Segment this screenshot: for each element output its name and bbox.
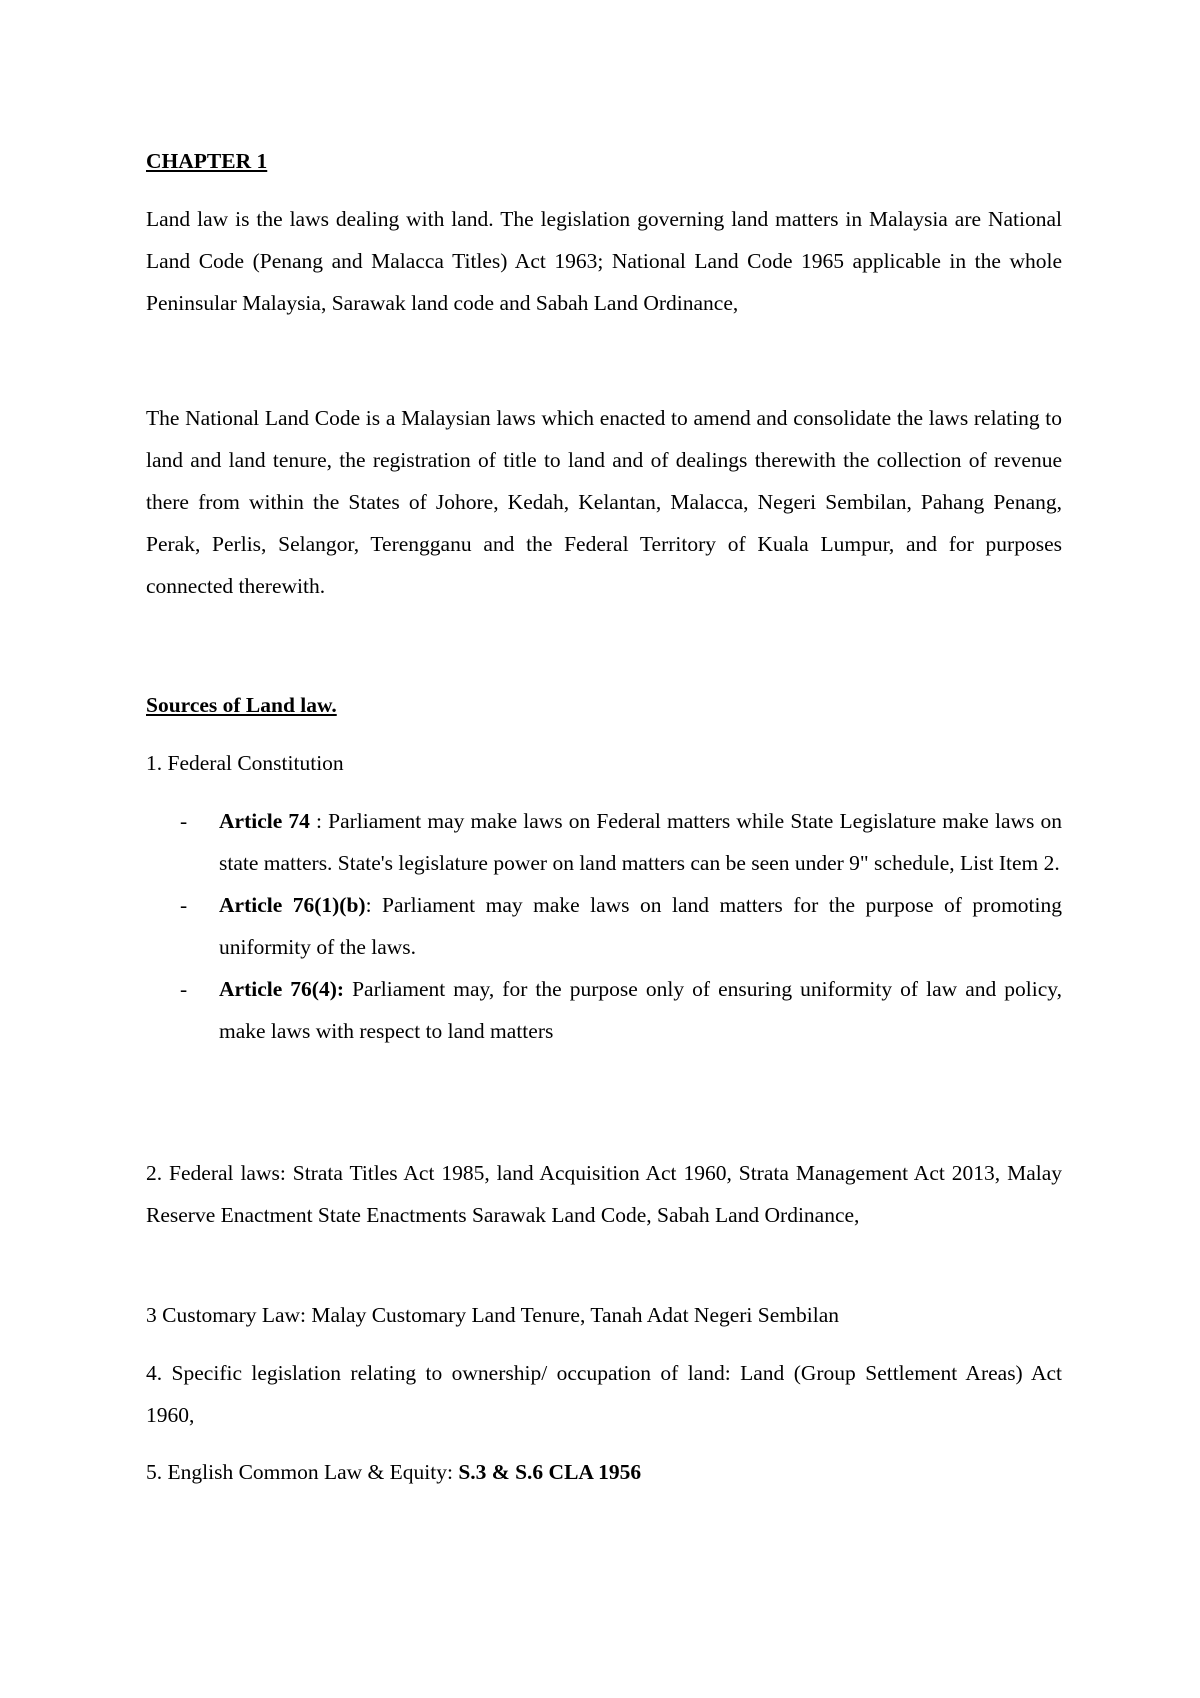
article-text: Parliament may, for the purpose only of ensuring uniformity of law and policy, make laws with respect to land matters: [219, 977, 1063, 1043]
article-item: [146, 800, 1062, 884]
article-ref: Article 74: [219, 809, 310, 833]
bullet-dash: -: [180, 893, 188, 917]
article-item: [146, 968, 1062, 1052]
sources-heading: Sources of Land law.: [146, 693, 337, 717]
english-law-paragraph: [146, 1451, 1062, 1493]
article-ref: Article 76(1)(b): [219, 893, 366, 917]
intro-paragraph: Land law is the laws dealing with land. The legislation governing land matters in Malaysia are National Land Code (Penang and Malacca Titles) Act 1963; National Land Code 1965 applicable in the whole Peninsular Malaysia, Sarawak land code and Sabah Land Ordinance,: [146, 207, 1062, 315]
article-text: : Parliament may make laws on Federal matters while State Legislature make laws on state matters. State's legislature power on land matters can be seen under 9" schedule, List Item 2.: [219, 809, 1063, 875]
specific-legislation-paragraph: 4. Specific legislation relating to ownership/ occupation of land: Land (Group Settlement Areas) Act 1960,: [146, 1361, 1062, 1427]
english-law-prefix: 5. English Common Law & Equity:: [146, 1460, 459, 1484]
nlc-paragraph: The National Land Code is a Malaysian laws which enacted to amend and consolidate the laws relating to land and land tenure, the registration of title to land and of dealings therewith the collection of revenue there from within the States of Johore, Kedah, Kelantan, Malacca, Negeri Sembilan, Pahang Penang, Perak, Perlis, Selangor, Terengganu and the Federal Territory of Kuala Lumpur, and for purposes connected therewith.: [146, 406, 1062, 598]
article-item: [146, 884, 1062, 968]
federal-laws-paragraph: 2. Federal laws: Strata Titles Act 1985, land Acquisition Act 1960, Strata Management Act 2013, Malay Reserve Enactment State Enactments Sarawak Land Code, Sabah Land Ordinance,: [146, 1161, 1062, 1227]
article-text: : Parliament may make laws on land matters for the purpose of promoting uniformity of the laws.: [219, 893, 1062, 959]
chapter-title: CHAPTER 1: [146, 149, 268, 173]
federal-constitution-label: 1. Federal Constitution: [146, 751, 344, 775]
customary-law-paragraph: 3 Customary Law: Malay Customary Land Tenure, Tanah Adat Negeri Sembilan: [146, 1303, 839, 1327]
english-law-ref: S.3 & S.6 CLA 1956: [458, 1460, 642, 1484]
bullet-dash: -: [180, 977, 188, 1001]
article-ref: Article 76(4):: [219, 977, 345, 1001]
article-list: [146, 800, 1062, 1052]
bullet-dash: -: [180, 809, 188, 833]
